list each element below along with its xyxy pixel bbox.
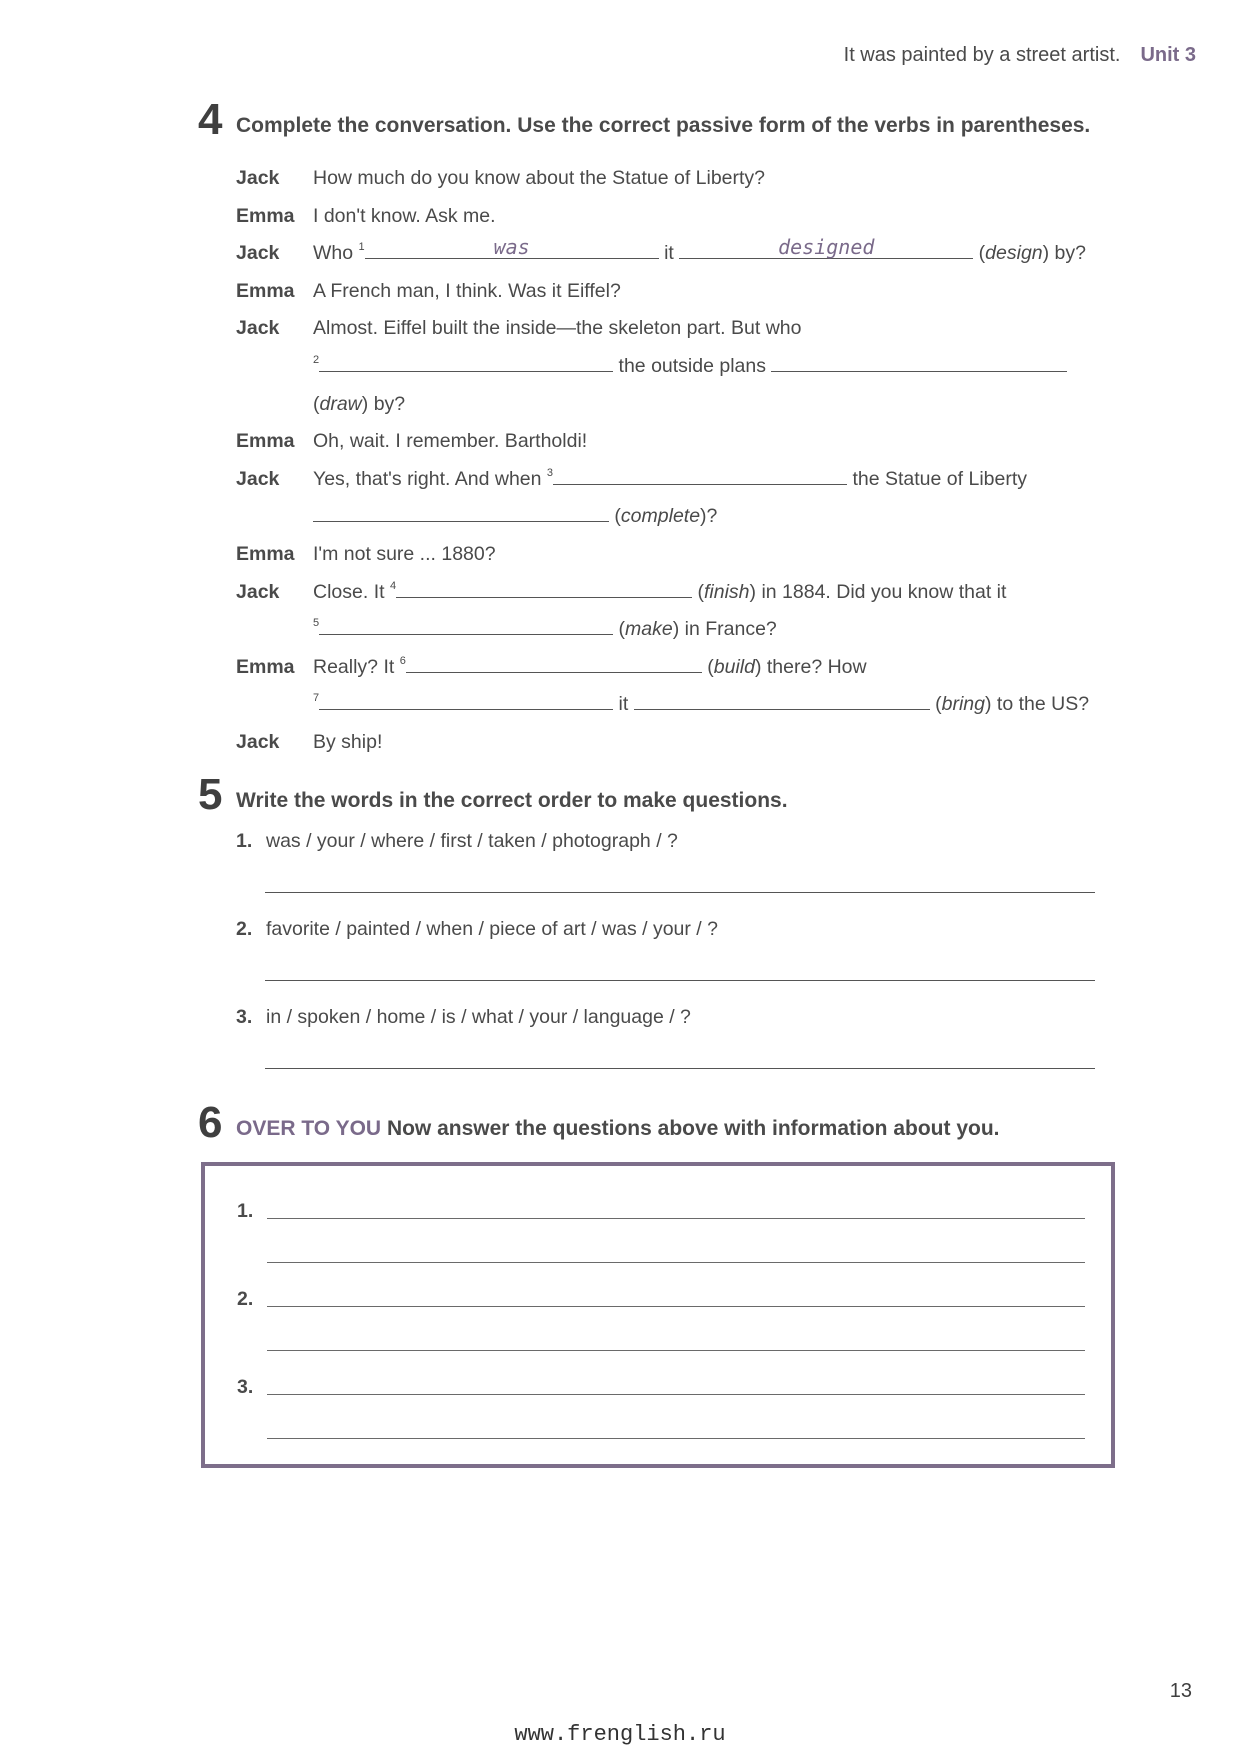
item-number: 3. xyxy=(237,1376,254,1398)
dialogue-line: (draw) by? xyxy=(313,392,406,415)
blank-number: 4 xyxy=(389,579,397,592)
verb-hint: finish xyxy=(704,580,750,603)
line-text: Close. It xyxy=(313,580,385,603)
blank-number: 3 xyxy=(546,466,554,479)
speaker: Emma xyxy=(236,279,295,302)
speaker: Jack xyxy=(236,467,280,490)
speaker: Jack xyxy=(236,317,280,340)
exercise-number: 4 xyxy=(198,95,222,144)
speaker: Jack xyxy=(236,580,280,603)
answer-blank-6[interactable] xyxy=(406,650,702,673)
answer-blank-3[interactable] xyxy=(553,462,847,485)
exercise-6-heading xyxy=(198,1098,1000,1147)
dialogue-line xyxy=(236,160,1096,198)
speaker: Emma xyxy=(236,655,295,678)
answer-blank-7b[interactable] xyxy=(634,687,930,710)
item-number: 2. xyxy=(236,918,253,940)
over-to-you-label: OVER TO YOU xyxy=(236,1117,382,1140)
verb-hint: make xyxy=(625,618,673,641)
answer-line-3[interactable] xyxy=(265,1068,1095,1069)
exercise-number: 5 xyxy=(198,770,222,819)
line-text: I'm not sure ... 1880? xyxy=(313,542,496,565)
dialogue-line: $^7$ it (bring) to the US? xyxy=(236,686,1096,724)
question-item xyxy=(236,830,678,853)
verb-hint: bring xyxy=(941,693,986,716)
line-text: Yes, that's right. And when xyxy=(313,467,542,490)
running-header xyxy=(844,44,1196,67)
answer-line-2[interactable] xyxy=(265,980,1095,981)
item-number: 2. xyxy=(237,1288,254,1310)
answer-line[interactable] xyxy=(267,1306,1085,1307)
answer-blank-7[interactable] xyxy=(319,687,613,710)
exercise-4-heading xyxy=(198,95,1091,144)
question-item xyxy=(236,1006,691,1029)
line-text: it xyxy=(618,693,629,716)
speaker: Emma xyxy=(236,204,295,227)
item-number: 1. xyxy=(237,1200,254,1222)
scrambled-words: in / spoken / home / is / what / your / language / ? xyxy=(266,1006,691,1028)
verb-hint: build xyxy=(713,655,755,678)
blank-number: 2 xyxy=(313,353,320,366)
question-item xyxy=(236,918,718,941)
dialogue-line xyxy=(236,536,1096,574)
answer-line-1[interactable] xyxy=(265,892,1095,893)
line-text: Oh, wait. I remember. Bartholdi! xyxy=(313,430,588,453)
dialogue-line: Jack Who $^1$ was it designed (design) by? xyxy=(236,235,1096,273)
dialogue-line: Jack Close. It $^4$ (finish) in 1884. Did you know that it xyxy=(236,574,1096,612)
line-text: it xyxy=(664,242,674,265)
dialogue-line xyxy=(236,461,1096,499)
page-number: 13 xyxy=(1169,1680,1192,1702)
dialogue-line: (complete)? xyxy=(236,498,1096,536)
answer-blank-4[interactable] xyxy=(396,575,692,598)
blank-number: 5 xyxy=(313,617,320,630)
answer-line[interactable] xyxy=(267,1438,1085,1439)
answer-line[interactable] xyxy=(267,1394,1085,1395)
watermark-url: www.frenglish.ru xyxy=(514,1722,726,1747)
answer-blank-2[interactable] xyxy=(319,349,613,372)
exercise-instruction: Now answer the questions above with information about you. xyxy=(386,1117,1000,1140)
dialogue-line xyxy=(236,724,1096,762)
dialogue-line xyxy=(236,348,1096,386)
dialogue-line xyxy=(236,198,1096,236)
conversation xyxy=(236,160,1096,762)
answer-blank-1[interactable] xyxy=(365,236,659,259)
unit-label: Unit 3 xyxy=(1140,44,1196,66)
dialogue-line: $^5$ (make) in France? xyxy=(236,611,1096,649)
answer-blank-1b[interactable] xyxy=(679,236,973,259)
answer-blank-2b[interactable] xyxy=(771,349,1067,372)
verb-hint: draw xyxy=(319,392,362,415)
scrambled-words: was / your / where / first / taken / photograph / ? xyxy=(266,830,678,852)
answer-line[interactable] xyxy=(267,1262,1085,1263)
exercise-5-heading xyxy=(198,770,788,819)
dialogue-line xyxy=(236,273,1096,311)
item-number: 1. xyxy=(236,830,253,852)
line-text: the Statue of Liberty xyxy=(852,467,1027,490)
blank-number: 7 xyxy=(313,692,320,705)
answer-line[interactable] xyxy=(267,1218,1085,1219)
answer-blank-3b[interactable] xyxy=(313,499,609,522)
dialogue-line xyxy=(236,310,1096,348)
exercise-instruction: Complete the conversation. Use the correct passive form of the verbs in parentheses. xyxy=(236,114,1091,137)
blank-number: 6 xyxy=(399,654,406,667)
line-text: How much do you know about the Statue of Liberty? xyxy=(313,167,766,189)
exercise-instruction: Write the words in the correct order to make questions. xyxy=(236,789,788,812)
item-number: 3. xyxy=(236,1006,253,1028)
speaker: Jack xyxy=(236,242,280,265)
verb-hint: complete xyxy=(620,505,701,528)
speaker: Jack xyxy=(236,730,280,753)
speaker: Emma xyxy=(236,430,295,453)
handwritten-answer: designed xyxy=(778,235,875,260)
dialogue-line xyxy=(236,423,1096,461)
answer-line[interactable] xyxy=(267,1350,1085,1351)
answer-box xyxy=(201,1162,1115,1468)
line-text: A French man, I think. Was it Eiffel? xyxy=(313,279,621,302)
blank-number: 1 xyxy=(358,241,365,254)
chapter-title: It was painted by a street artist. xyxy=(843,44,1121,66)
line-text: the outside plans xyxy=(618,354,766,377)
scrambled-words: favorite / painted / when / piece of art / was / your / ? xyxy=(266,918,718,940)
handwritten-answer: was xyxy=(493,235,530,260)
speaker: Jack xyxy=(236,167,280,189)
line-text: Who xyxy=(313,242,354,265)
verb-hint: design xyxy=(985,242,1043,265)
line-text: Almost. Eiffel built the inside—the skeleton part. But who xyxy=(313,317,802,340)
dialogue-line: Emma Really? It $^6$ (build) there? How xyxy=(236,649,1096,687)
line-text: By ship! xyxy=(313,730,383,753)
exercise-number: 6 xyxy=(198,1098,222,1147)
speaker: Emma xyxy=(236,542,295,565)
answer-blank-5[interactable] xyxy=(319,612,613,635)
line-text: I don't know. Ask me. xyxy=(313,204,496,227)
line-text: Really? It xyxy=(313,655,395,678)
